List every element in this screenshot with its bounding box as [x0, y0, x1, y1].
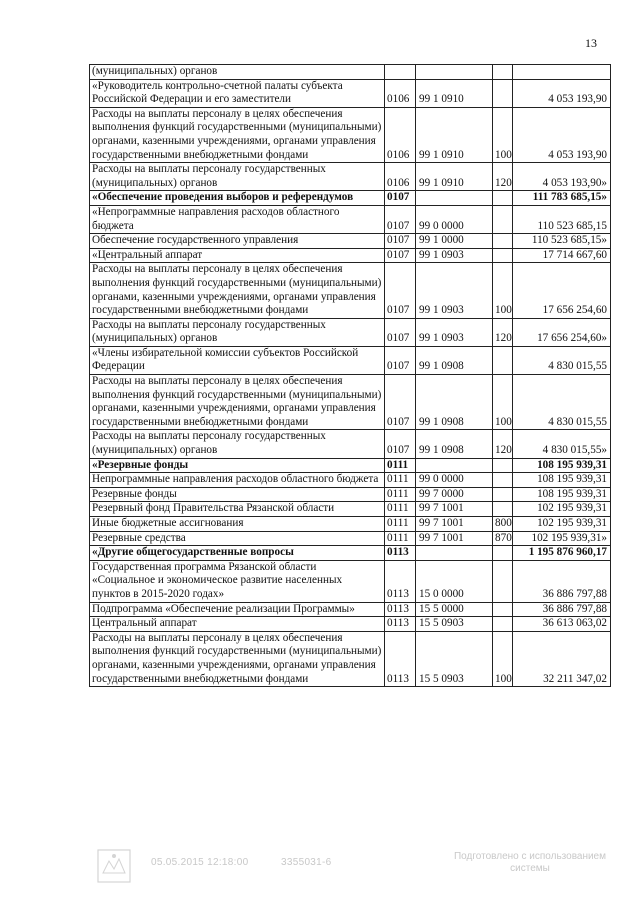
- row-section-code: 0111: [385, 487, 416, 502]
- row-expense-type: 120: [493, 318, 513, 346]
- row-name: Расходы на выплаты персоналу в целях обеспечения выполнения функций государственными (муниципальными) органами, казенными учреждениями, органами управления государственными внебюджетными фондами: [90, 107, 385, 162]
- row-name: (муниципальных) органов: [90, 65, 385, 80]
- row-expense-type: [493, 248, 513, 263]
- footer-code: 3355031-6: [281, 857, 332, 868]
- row-amount: 4 830 015,55»: [513, 430, 611, 458]
- row-amount: 110 523 685,15: [513, 205, 611, 233]
- row-target-code: 99 0 0000: [416, 473, 493, 488]
- row-section-code: 0111: [385, 502, 416, 517]
- row-amount: [513, 65, 611, 80]
- row-section-code: 0106: [385, 163, 416, 191]
- row-expense-type: [493, 458, 513, 473]
- row-name: Подпрограмма «Обеспечение реализации Программы»: [90, 602, 385, 617]
- row-target-code: 99 1 0903: [416, 263, 493, 318]
- row-amount: 4 830 015,55: [513, 346, 611, 374]
- table-row: [90, 502, 611, 517]
- row-target-code: 99 1 0908: [416, 430, 493, 458]
- row-name: Расходы на выплаты персоналу в целях обеспечения выполнения функций государственными (муниципальными) органами, казенными учреждениями, органами управления государственными внебюджетными фондами: [90, 375, 385, 430]
- row-expense-type: [493, 191, 513, 206]
- row-target-code: 15 5 0903: [416, 631, 493, 686]
- row-expense-type: 870: [493, 531, 513, 546]
- table-row: [90, 602, 611, 617]
- table-row: [90, 191, 611, 206]
- table-row: [90, 234, 611, 249]
- row-expense-type: [493, 65, 513, 80]
- row-expense-type: [493, 473, 513, 488]
- row-section-code: 0107: [385, 234, 416, 249]
- row-name: Резервные средства: [90, 531, 385, 546]
- table-row: [90, 631, 611, 686]
- row-amount: 17 656 254,60»: [513, 318, 611, 346]
- row-name: Расходы на выплаты персоналу государственных (муниципальных) органов: [90, 318, 385, 346]
- row-expense-type: [493, 487, 513, 502]
- row-name: «Члены избирательной комиссии субъектов Российской Федерации: [90, 346, 385, 374]
- page-number: 13: [585, 36, 597, 50]
- row-expense-type: 100: [493, 631, 513, 686]
- row-target-code: [416, 546, 493, 561]
- table-row: [90, 107, 611, 162]
- row-target-code: 99 7 0000: [416, 487, 493, 502]
- row-target-code: 99 1 0908: [416, 346, 493, 374]
- budget-table: [89, 64, 611, 687]
- row-amount: 108 195 939,31: [513, 473, 611, 488]
- row-amount: 110 523 685,15»: [513, 234, 611, 249]
- row-expense-type: [493, 560, 513, 602]
- row-target-code: 99 1 0908: [416, 375, 493, 430]
- row-target-code: 99 1 0903: [416, 248, 493, 263]
- table-row: [90, 205, 611, 233]
- row-amount: 36 886 797,88: [513, 560, 611, 602]
- row-section-code: 0106: [385, 107, 416, 162]
- row-amount: 17 714 667,60: [513, 248, 611, 263]
- row-name: Резервные фонды: [90, 487, 385, 502]
- table-row: [90, 346, 611, 374]
- row-name: «Центральный аппарат: [90, 248, 385, 263]
- row-target-code: 15 5 0000: [416, 602, 493, 617]
- row-name: «Непрограммные направления расходов областного бюджета: [90, 205, 385, 233]
- row-expense-type: 100: [493, 375, 513, 430]
- row-name: Расходы на выплаты персоналу в целях обеспечения выполнения функций государственными (муниципальными) органами, казенными учреждениями, органами управления государственными внебюджетными фондами: [90, 263, 385, 318]
- row-expense-type: 120: [493, 163, 513, 191]
- table-row: [90, 517, 611, 532]
- row-amount: 4 053 193,90»: [513, 163, 611, 191]
- row-amount: 17 656 254,60: [513, 263, 611, 318]
- row-amount: 102 195 939,31»: [513, 531, 611, 546]
- row-amount: 36 886 797,88: [513, 602, 611, 617]
- row-name: Расходы на выплаты персоналу государственных (муниципальных) органов: [90, 163, 385, 191]
- row-target-code: 99 0 0000: [416, 205, 493, 233]
- row-section-code: 0113: [385, 617, 416, 632]
- footer-date: 05.05.2015 12:18:00: [151, 857, 249, 868]
- table-row: [90, 318, 611, 346]
- row-section-code: 0111: [385, 473, 416, 488]
- row-name: Обеспечение государственного управления: [90, 234, 385, 249]
- row-name: Государственная программа Рязанской области «Социальное и экономическое развитие населенных пунктов в 2015-2020 годах»: [90, 560, 385, 602]
- row-target-code: [416, 191, 493, 206]
- row-section-code: 0113: [385, 546, 416, 561]
- table-row: [90, 375, 611, 430]
- row-name: Непрограммные направления расходов областного бюджета: [90, 473, 385, 488]
- row-target-code: 15 0 0000: [416, 560, 493, 602]
- budget-table-body: [90, 65, 611, 687]
- row-name: Центральный аппарат: [90, 617, 385, 632]
- row-amount: 108 195 939,31: [513, 487, 611, 502]
- table-row: [90, 65, 611, 80]
- row-section-code: 0113: [385, 560, 416, 602]
- row-target-code: [416, 65, 493, 80]
- row-amount: 36 613 063,02: [513, 617, 611, 632]
- row-section-code: 0111: [385, 531, 416, 546]
- row-expense-type: 120: [493, 430, 513, 458]
- row-section-code: 0107: [385, 248, 416, 263]
- row-amount: 4 830 015,55: [513, 375, 611, 430]
- table-row: [90, 473, 611, 488]
- table-row: [90, 79, 611, 107]
- stamp-icon: [95, 847, 133, 885]
- row-target-code: 99 7 1001: [416, 517, 493, 532]
- row-section-code: 0111: [385, 517, 416, 532]
- row-section-code: [385, 65, 416, 80]
- row-expense-type: [493, 346, 513, 374]
- row-expense-type: [493, 502, 513, 517]
- row-name: «Другие общегосударственные вопросы: [90, 546, 385, 561]
- row-expense-type: 100: [493, 107, 513, 162]
- row-expense-type: [493, 79, 513, 107]
- row-target-code: 15 5 0903: [416, 617, 493, 632]
- row-target-code: 99 1 0903: [416, 318, 493, 346]
- table-row: [90, 458, 611, 473]
- row-section-code: 0107: [385, 318, 416, 346]
- footer-note: Подготовлено с использованием системы: [453, 851, 606, 874]
- row-amount: 4 053 193,90: [513, 79, 611, 107]
- row-amount: 108 195 939,31: [513, 458, 611, 473]
- row-target-code: 99 7 1001: [416, 502, 493, 517]
- row-target-code: [416, 458, 493, 473]
- row-section-code: 0107: [385, 263, 416, 318]
- row-section-code: 0107: [385, 375, 416, 430]
- row-target-code: 99 1 0910: [416, 107, 493, 162]
- row-amount: 102 195 939,31: [513, 502, 611, 517]
- row-expense-type: [493, 205, 513, 233]
- row-name: «Обеспечение проведения выборов и референдумов: [90, 191, 385, 206]
- row-name: Расходы на выплаты персоналу государственных (муниципальных) органов: [90, 430, 385, 458]
- row-name: «Руководитель контрольно-счетной палаты субъекта Российской Федерации и его заместители: [90, 79, 385, 107]
- row-expense-type: 100: [493, 263, 513, 318]
- row-section-code: 0107: [385, 205, 416, 233]
- row-expense-type: [493, 546, 513, 561]
- row-name: Резервный фонд Правительства Рязанской области: [90, 502, 385, 517]
- row-section-code: 0113: [385, 631, 416, 686]
- row-amount: 1 195 876 960,17: [513, 546, 611, 561]
- document-footer: [95, 847, 615, 887]
- row-amount: 4 053 193,90: [513, 107, 611, 162]
- row-section-code: 0107: [385, 430, 416, 458]
- row-target-code: 99 1 0910: [416, 79, 493, 107]
- table-row: [90, 560, 611, 602]
- row-expense-type: [493, 234, 513, 249]
- row-target-code: 99 7 1001: [416, 531, 493, 546]
- row-section-code: 0111: [385, 458, 416, 473]
- row-amount: 102 195 939,31: [513, 517, 611, 532]
- row-name: Расходы на выплаты персоналу в целях обеспечения выполнения функций государственными (муниципальными) органами, казенными учреждениями, органами управления государственными внебюджетными фондами: [90, 631, 385, 686]
- row-target-code: 99 1 0910: [416, 163, 493, 191]
- row-section-code: 0113: [385, 602, 416, 617]
- table-row: [90, 487, 611, 502]
- table-row: [90, 248, 611, 263]
- row-section-code: 0107: [385, 346, 416, 374]
- row-section-code: 0107: [385, 191, 416, 206]
- table-row: [90, 531, 611, 546]
- row-expense-type: [493, 602, 513, 617]
- table-row: [90, 430, 611, 458]
- row-amount: 111 783 685,15»: [513, 191, 611, 206]
- row-section-code: 0106: [385, 79, 416, 107]
- row-name: «Резервные фонды: [90, 458, 385, 473]
- row-name: Иные бюджетные ассигнования: [90, 517, 385, 532]
- table-row: [90, 163, 611, 191]
- table-row: [90, 617, 611, 632]
- row-expense-type: [493, 617, 513, 632]
- table-row: [90, 546, 611, 561]
- row-target-code: 99 1 0000: [416, 234, 493, 249]
- table-row: [90, 263, 611, 318]
- row-amount: 32 211 347,02: [513, 631, 611, 686]
- row-expense-type: 800: [493, 517, 513, 532]
